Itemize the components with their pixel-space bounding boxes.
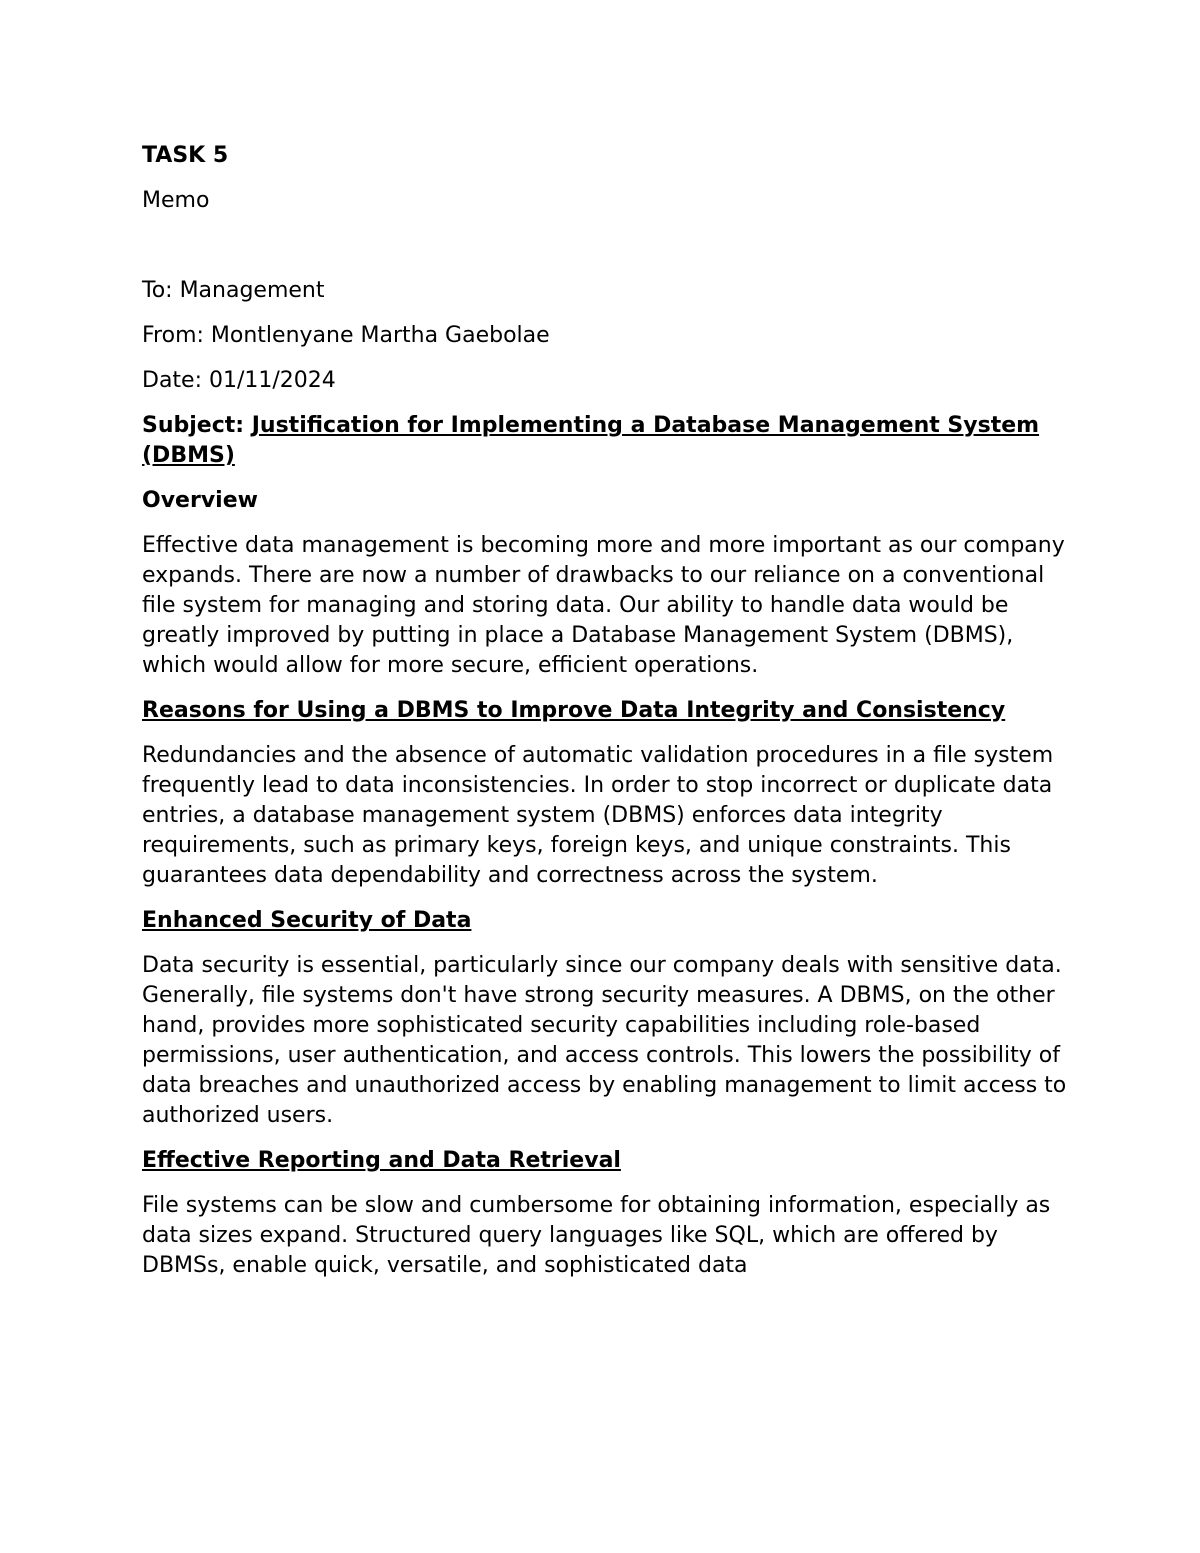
security-heading-text: Enhanced Security of Data: [142, 908, 472, 933]
task-title: TASK 5: [142, 143, 229, 168]
memo-to: To: Management: [142, 278, 325, 303]
document-page: [142, 141, 1072, 1296]
reporting-paragraph: File systems can be slow and cumbersome for obtaining information, especially as data sizes expand. Structured query languages like SQL, which are offered by DBMSs, enable quick, versatile, and sophisticated data: [142, 1193, 1051, 1278]
integrity-heading: [142, 696, 1072, 726]
subject-text: Justification for Implementing a Database Management System (DBMS): [142, 413, 1040, 468]
security-paragraph: Data security is essential, particularly since our company deals with sensitive data. Generally, file systems don't have strong security measures. A DBMS, on the other hand, provides more sophisticated security capabilities including role-based permissions, user authentication, and access controls. This lowers the possibility of data breaches and unauthorized access by enabling management to limit access to authorized users.: [142, 953, 1067, 1128]
memo-from: From: Montlenyane Martha Gaebolae: [142, 323, 550, 348]
memo-subject: [142, 411, 1072, 471]
reporting-heading-text: Effective Reporting and Data Retrieval: [142, 1148, 621, 1173]
security-heading: [142, 906, 1072, 936]
integrity-heading-text: Reasons for Using a DBMS to Improve Data Integrity and Consistency: [142, 698, 1006, 723]
reporting-heading: [142, 1146, 1072, 1176]
integrity-paragraph: Redundancies and the absence of automatic validation procedures in a file system frequently lead to data inconsistencies. In order to stop incorrect or duplicate data entries, a database management system (DBMS) enforces data integrity requirements, such as primary keys, foreign keys, and unique constraints. This guarantees data dependability and correctness across the system.: [142, 743, 1054, 888]
overview-paragraph: Effective data management is becoming more and more important as our company expands. There are now a number of drawbacks to our reliance on a conventional file system for managing and storing data. Our ability to handle data would be greatly improved by putting in place a Database Management System (DBMS), which would allow for more secure, efficient operations.: [142, 533, 1065, 678]
overview-heading: Overview: [142, 488, 258, 513]
memo-date: Date: 01/11/2024: [142, 368, 336, 393]
document-type: Memo: [142, 188, 210, 213]
subject-label: Subject:: [142, 413, 252, 438]
